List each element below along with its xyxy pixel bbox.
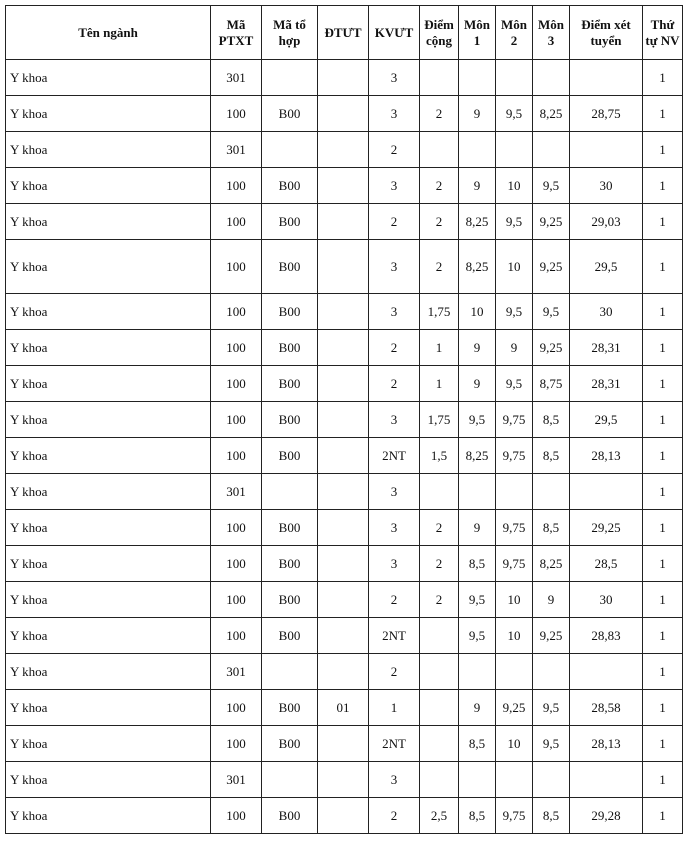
- cell-thu-tu-nv: 1: [643, 60, 683, 96]
- cell-mon-1: [459, 60, 496, 96]
- cell-thu-tu-nv: 1: [643, 690, 683, 726]
- cell-ten-nganh: Y khoa: [6, 204, 211, 240]
- cell-diem-cong: 2: [420, 510, 459, 546]
- cell-mon-1: [459, 132, 496, 168]
- cell-mon-3: 8,5: [533, 510, 570, 546]
- cell-mon-2: 9,25: [496, 690, 533, 726]
- cell-ma-ptxt: 301: [211, 60, 262, 96]
- cell-mon-1: [459, 762, 496, 798]
- cell-mon-1: 9: [459, 96, 496, 132]
- table-row: [6, 402, 683, 438]
- cell-mon-1: 9: [459, 366, 496, 402]
- cell-diem-xet-tuyen: 30: [570, 168, 643, 204]
- cell-mon-3: [533, 762, 570, 798]
- cell-ten-nganh: Y khoa: [6, 798, 211, 834]
- cell-ma-to-hop: [262, 762, 318, 798]
- table-row: [6, 204, 683, 240]
- cell-ma-ptxt: 100: [211, 546, 262, 582]
- table-row: [6, 168, 683, 204]
- cell-kvut: 3: [369, 294, 420, 330]
- cell-kvut: 2: [369, 582, 420, 618]
- cell-diem-xet-tuyen: 28,58: [570, 690, 643, 726]
- cell-diem-xet-tuyen: 29,5: [570, 402, 643, 438]
- cell-dtut: [318, 402, 369, 438]
- cell-ma-ptxt: 100: [211, 330, 262, 366]
- table-row: [6, 510, 683, 546]
- cell-ten-nganh: Y khoa: [6, 402, 211, 438]
- cell-thu-tu-nv: 1: [643, 168, 683, 204]
- cell-ten-nganh: Y khoa: [6, 60, 211, 96]
- cell-mon-2: 10: [496, 618, 533, 654]
- table-row: [6, 474, 683, 510]
- cell-mon-2: 9,5: [496, 294, 533, 330]
- cell-mon-2: 9,5: [496, 96, 533, 132]
- cell-thu-tu-nv: 1: [643, 762, 683, 798]
- cell-ten-nganh: Y khoa: [6, 294, 211, 330]
- cell-diem-xet-tuyen: 28,13: [570, 726, 643, 762]
- cell-diem-xet-tuyen: 28,75: [570, 96, 643, 132]
- cell-mon-1: [459, 474, 496, 510]
- cell-ten-nganh: Y khoa: [6, 366, 211, 402]
- cell-ten-nganh: Y khoa: [6, 330, 211, 366]
- table-row: [6, 762, 683, 798]
- cell-diem-xet-tuyen: 30: [570, 582, 643, 618]
- cell-ma-ptxt: 100: [211, 366, 262, 402]
- cell-mon-1: 8,25: [459, 240, 496, 294]
- header-ten-nganh: Tên ngành: [6, 6, 211, 60]
- cell-thu-tu-nv: 1: [643, 240, 683, 294]
- cell-ma-to-hop: B00: [262, 546, 318, 582]
- cell-mon-3: 9,5: [533, 168, 570, 204]
- header-mon-1: Môn 1: [459, 6, 496, 60]
- cell-kvut: 2: [369, 204, 420, 240]
- cell-kvut: 3: [369, 60, 420, 96]
- cell-mon-1: [459, 654, 496, 690]
- cell-diem-cong: 2: [420, 96, 459, 132]
- header-mon-3: Môn 3: [533, 6, 570, 60]
- cell-kvut: 3: [369, 96, 420, 132]
- cell-mon-2: 9,75: [496, 402, 533, 438]
- cell-kvut: 2: [369, 330, 420, 366]
- cell-mon-2: 10: [496, 582, 533, 618]
- cell-ma-to-hop: B00: [262, 240, 318, 294]
- table-body: [6, 60, 683, 834]
- cell-ten-nganh: Y khoa: [6, 582, 211, 618]
- cell-diem-cong: 2: [420, 168, 459, 204]
- cell-ma-to-hop: B00: [262, 510, 318, 546]
- table-header: [6, 6, 683, 60]
- cell-ma-ptxt: 100: [211, 726, 262, 762]
- cell-mon-3: 9,25: [533, 330, 570, 366]
- cell-dtut: [318, 204, 369, 240]
- cell-dtut: 01: [318, 690, 369, 726]
- cell-kvut: 3: [369, 168, 420, 204]
- cell-diem-xet-tuyen: 30: [570, 294, 643, 330]
- cell-mon-1: 9,5: [459, 618, 496, 654]
- cell-kvut: 2: [369, 132, 420, 168]
- header-thu-tu-nv: Thứ tự NV: [643, 6, 683, 60]
- cell-mon-3: 9,5: [533, 294, 570, 330]
- cell-thu-tu-nv: 1: [643, 204, 683, 240]
- cell-dtut: [318, 582, 369, 618]
- cell-mon-3: 8,5: [533, 438, 570, 474]
- cell-diem-xet-tuyen: 28,13: [570, 438, 643, 474]
- cell-kvut: 2NT: [369, 438, 420, 474]
- cell-ten-nganh: Y khoa: [6, 168, 211, 204]
- header-ma-to-hop: Mã tổ hợp: [262, 6, 318, 60]
- cell-mon-3: 8,5: [533, 798, 570, 834]
- cell-ten-nganh: Y khoa: [6, 240, 211, 294]
- cell-dtut: [318, 366, 369, 402]
- cell-ten-nganh: Y khoa: [6, 132, 211, 168]
- cell-ma-to-hop: [262, 60, 318, 96]
- cell-mon-2: 9,5: [496, 366, 533, 402]
- cell-mon-1: 8,5: [459, 726, 496, 762]
- cell-mon-2: 10: [496, 726, 533, 762]
- cell-mon-1: 8,5: [459, 798, 496, 834]
- cell-ma-ptxt: 100: [211, 618, 262, 654]
- cell-diem-cong: [420, 726, 459, 762]
- cell-diem-cong: [420, 474, 459, 510]
- cell-mon-3: 9,25: [533, 618, 570, 654]
- cell-diem-cong: [420, 690, 459, 726]
- cell-diem-cong: 2,5: [420, 798, 459, 834]
- cell-mon-1: 10: [459, 294, 496, 330]
- cell-ma-to-hop: B00: [262, 168, 318, 204]
- table-row: [6, 798, 683, 834]
- header-kvut: KVƯT: [369, 6, 420, 60]
- table-row: [6, 654, 683, 690]
- cell-mon-3: 9,5: [533, 690, 570, 726]
- cell-diem-cong: 2: [420, 582, 459, 618]
- cell-diem-cong: [420, 654, 459, 690]
- cell-thu-tu-nv: 1: [643, 582, 683, 618]
- table-row: [6, 60, 683, 96]
- cell-ten-nganh: Y khoa: [6, 510, 211, 546]
- cell-diem-xet-tuyen: 29,25: [570, 510, 643, 546]
- cell-mon-2: 10: [496, 240, 533, 294]
- cell-thu-tu-nv: 1: [643, 402, 683, 438]
- cell-ma-to-hop: B00: [262, 618, 318, 654]
- cell-mon-2: 9,75: [496, 546, 533, 582]
- cell-ma-ptxt: 301: [211, 762, 262, 798]
- table-row: [6, 294, 683, 330]
- cell-mon-2: 9,75: [496, 798, 533, 834]
- cell-mon-3: [533, 60, 570, 96]
- cell-thu-tu-nv: 1: [643, 618, 683, 654]
- cell-mon-1: 9: [459, 510, 496, 546]
- cell-ma-ptxt: 100: [211, 402, 262, 438]
- header-ma-ptxt: Mã PTXT: [211, 6, 262, 60]
- cell-ma-to-hop: [262, 474, 318, 510]
- cell-ma-to-hop: B00: [262, 582, 318, 618]
- table-row: [6, 96, 683, 132]
- cell-kvut: 2NT: [369, 618, 420, 654]
- table-row: [6, 366, 683, 402]
- cell-diem-cong: 1: [420, 366, 459, 402]
- table-row: [6, 330, 683, 366]
- cell-diem-cong: 1,75: [420, 294, 459, 330]
- cell-dtut: [318, 96, 369, 132]
- cell-diem-cong: 2: [420, 546, 459, 582]
- cell-mon-1: 8,25: [459, 204, 496, 240]
- cell-diem-xet-tuyen: [570, 60, 643, 96]
- table-row: [6, 690, 683, 726]
- cell-thu-tu-nv: 1: [643, 330, 683, 366]
- cell-dtut: [318, 762, 369, 798]
- cell-mon-3: 9: [533, 582, 570, 618]
- cell-mon-2: [496, 60, 533, 96]
- cell-ma-to-hop: B00: [262, 96, 318, 132]
- cell-diem-xet-tuyen: [570, 762, 643, 798]
- table-row: [6, 438, 683, 474]
- cell-mon-3: 9,5: [533, 726, 570, 762]
- cell-diem-cong: [420, 618, 459, 654]
- cell-ma-ptxt: 100: [211, 168, 262, 204]
- cell-dtut: [318, 798, 369, 834]
- header-dtut: ĐTƯT: [318, 6, 369, 60]
- cell-diem-xet-tuyen: 29,28: [570, 798, 643, 834]
- header-mon-2: Môn 2: [496, 6, 533, 60]
- cell-thu-tu-nv: 1: [643, 294, 683, 330]
- cell-ma-to-hop: [262, 132, 318, 168]
- cell-ten-nganh: Y khoa: [6, 654, 211, 690]
- cell-kvut: 3: [369, 240, 420, 294]
- cell-dtut: [318, 438, 369, 474]
- cell-ma-to-hop: B00: [262, 366, 318, 402]
- cell-thu-tu-nv: 1: [643, 726, 683, 762]
- cell-thu-tu-nv: 1: [643, 654, 683, 690]
- cell-mon-1: 9: [459, 168, 496, 204]
- cell-ten-nganh: Y khoa: [6, 690, 211, 726]
- cell-thu-tu-nv: 1: [643, 510, 683, 546]
- cell-ma-ptxt: 100: [211, 96, 262, 132]
- cell-dtut: [318, 330, 369, 366]
- cell-mon-2: [496, 132, 533, 168]
- cell-ma-ptxt: 100: [211, 438, 262, 474]
- cell-mon-3: [533, 132, 570, 168]
- cell-ma-to-hop: B00: [262, 726, 318, 762]
- cell-mon-3: 8,25: [533, 96, 570, 132]
- cell-mon-2: [496, 762, 533, 798]
- cell-thu-tu-nv: 1: [643, 798, 683, 834]
- cell-diem-xet-tuyen: [570, 132, 643, 168]
- cell-mon-2: [496, 654, 533, 690]
- cell-dtut: [318, 654, 369, 690]
- cell-diem-cong: 1: [420, 330, 459, 366]
- cell-mon-3: 8,5: [533, 402, 570, 438]
- cell-thu-tu-nv: 1: [643, 366, 683, 402]
- cell-ma-to-hop: [262, 654, 318, 690]
- cell-ma-to-hop: B00: [262, 330, 318, 366]
- cell-diem-cong: 2: [420, 240, 459, 294]
- cell-dtut: [318, 294, 369, 330]
- cell-diem-xet-tuyen: 28,83: [570, 618, 643, 654]
- cell-dtut: [318, 510, 369, 546]
- cell-kvut: 1: [369, 690, 420, 726]
- cell-ma-to-hop: B00: [262, 690, 318, 726]
- cell-ten-nganh: Y khoa: [6, 726, 211, 762]
- cell-ten-nganh: Y khoa: [6, 474, 211, 510]
- cell-dtut: [318, 168, 369, 204]
- cell-mon-1: 8,5: [459, 546, 496, 582]
- cell-ma-ptxt: 301: [211, 654, 262, 690]
- cell-diem-xet-tuyen: 28,31: [570, 366, 643, 402]
- cell-mon-1: 8,25: [459, 438, 496, 474]
- header-diem-cong: Điểm cộng: [420, 6, 459, 60]
- table-row: [6, 726, 683, 762]
- cell-mon-2: 10: [496, 168, 533, 204]
- cell-diem-xet-tuyen: [570, 654, 643, 690]
- cell-thu-tu-nv: 1: [643, 546, 683, 582]
- cell-kvut: 3: [369, 474, 420, 510]
- cell-ma-ptxt: 301: [211, 474, 262, 510]
- cell-kvut: 2: [369, 798, 420, 834]
- table-row: [6, 582, 683, 618]
- table-row: [6, 618, 683, 654]
- cell-ma-ptxt: 100: [211, 582, 262, 618]
- cell-ma-to-hop: B00: [262, 204, 318, 240]
- cell-thu-tu-nv: 1: [643, 474, 683, 510]
- cell-ma-to-hop: B00: [262, 294, 318, 330]
- cell-diem-xet-tuyen: 29,5: [570, 240, 643, 294]
- cell-ma-ptxt: 100: [211, 510, 262, 546]
- table-row: [6, 546, 683, 582]
- cell-dtut: [318, 60, 369, 96]
- cell-mon-3: 9,25: [533, 240, 570, 294]
- cell-mon-3: 8,25: [533, 546, 570, 582]
- cell-diem-cong: [420, 762, 459, 798]
- cell-dtut: [318, 618, 369, 654]
- cell-mon-2: 9: [496, 330, 533, 366]
- cell-dtut: [318, 726, 369, 762]
- header-row: [6, 6, 683, 60]
- cell-ma-ptxt: 100: [211, 240, 262, 294]
- cell-kvut: 3: [369, 546, 420, 582]
- cell-thu-tu-nv: 1: [643, 96, 683, 132]
- cell-diem-xet-tuyen: [570, 474, 643, 510]
- cell-dtut: [318, 132, 369, 168]
- cell-ma-to-hop: B00: [262, 798, 318, 834]
- cell-ma-ptxt: 100: [211, 294, 262, 330]
- admission-table: [5, 5, 683, 834]
- cell-dtut: [318, 546, 369, 582]
- cell-kvut: 3: [369, 510, 420, 546]
- cell-dtut: [318, 474, 369, 510]
- header-diem-xet-tuyen: Điểm xét tuyển: [570, 6, 643, 60]
- cell-ten-nganh: Y khoa: [6, 546, 211, 582]
- cell-diem-cong: 1,5: [420, 438, 459, 474]
- cell-ten-nganh: Y khoa: [6, 762, 211, 798]
- cell-dtut: [318, 240, 369, 294]
- cell-mon-2: 9,75: [496, 510, 533, 546]
- cell-ma-ptxt: 301: [211, 132, 262, 168]
- admission-table-container: [5, 5, 683, 834]
- cell-kvut: 3: [369, 762, 420, 798]
- cell-ma-to-hop: B00: [262, 402, 318, 438]
- cell-mon-2: 9,5: [496, 204, 533, 240]
- cell-mon-2: [496, 474, 533, 510]
- cell-diem-xet-tuyen: 28,31: [570, 330, 643, 366]
- cell-thu-tu-nv: 1: [643, 438, 683, 474]
- cell-diem-cong: [420, 132, 459, 168]
- cell-diem-cong: 2: [420, 204, 459, 240]
- table-row: [6, 240, 683, 294]
- cell-kvut: 3: [369, 402, 420, 438]
- cell-ma-ptxt: 100: [211, 204, 262, 240]
- cell-diem-xet-tuyen: 29,03: [570, 204, 643, 240]
- cell-mon-3: [533, 474, 570, 510]
- cell-diem-xet-tuyen: 28,5: [570, 546, 643, 582]
- cell-ten-nganh: Y khoa: [6, 438, 211, 474]
- table-row: [6, 132, 683, 168]
- cell-mon-1: 9,5: [459, 402, 496, 438]
- cell-mon-2: 9,75: [496, 438, 533, 474]
- cell-kvut: 2NT: [369, 726, 420, 762]
- cell-thu-tu-nv: 1: [643, 132, 683, 168]
- cell-ma-to-hop: B00: [262, 438, 318, 474]
- cell-mon-3: [533, 654, 570, 690]
- cell-mon-1: 9,5: [459, 582, 496, 618]
- cell-mon-1: 9: [459, 690, 496, 726]
- cell-ten-nganh: Y khoa: [6, 618, 211, 654]
- cell-diem-cong: [420, 60, 459, 96]
- cell-diem-cong: 1,75: [420, 402, 459, 438]
- cell-kvut: 2: [369, 366, 420, 402]
- cell-kvut: 2: [369, 654, 420, 690]
- cell-mon-3: 9,25: [533, 204, 570, 240]
- cell-ten-nganh: Y khoa: [6, 96, 211, 132]
- cell-mon-1: 9: [459, 330, 496, 366]
- cell-ma-ptxt: 100: [211, 798, 262, 834]
- cell-ma-ptxt: 100: [211, 690, 262, 726]
- cell-mon-3: 8,75: [533, 366, 570, 402]
